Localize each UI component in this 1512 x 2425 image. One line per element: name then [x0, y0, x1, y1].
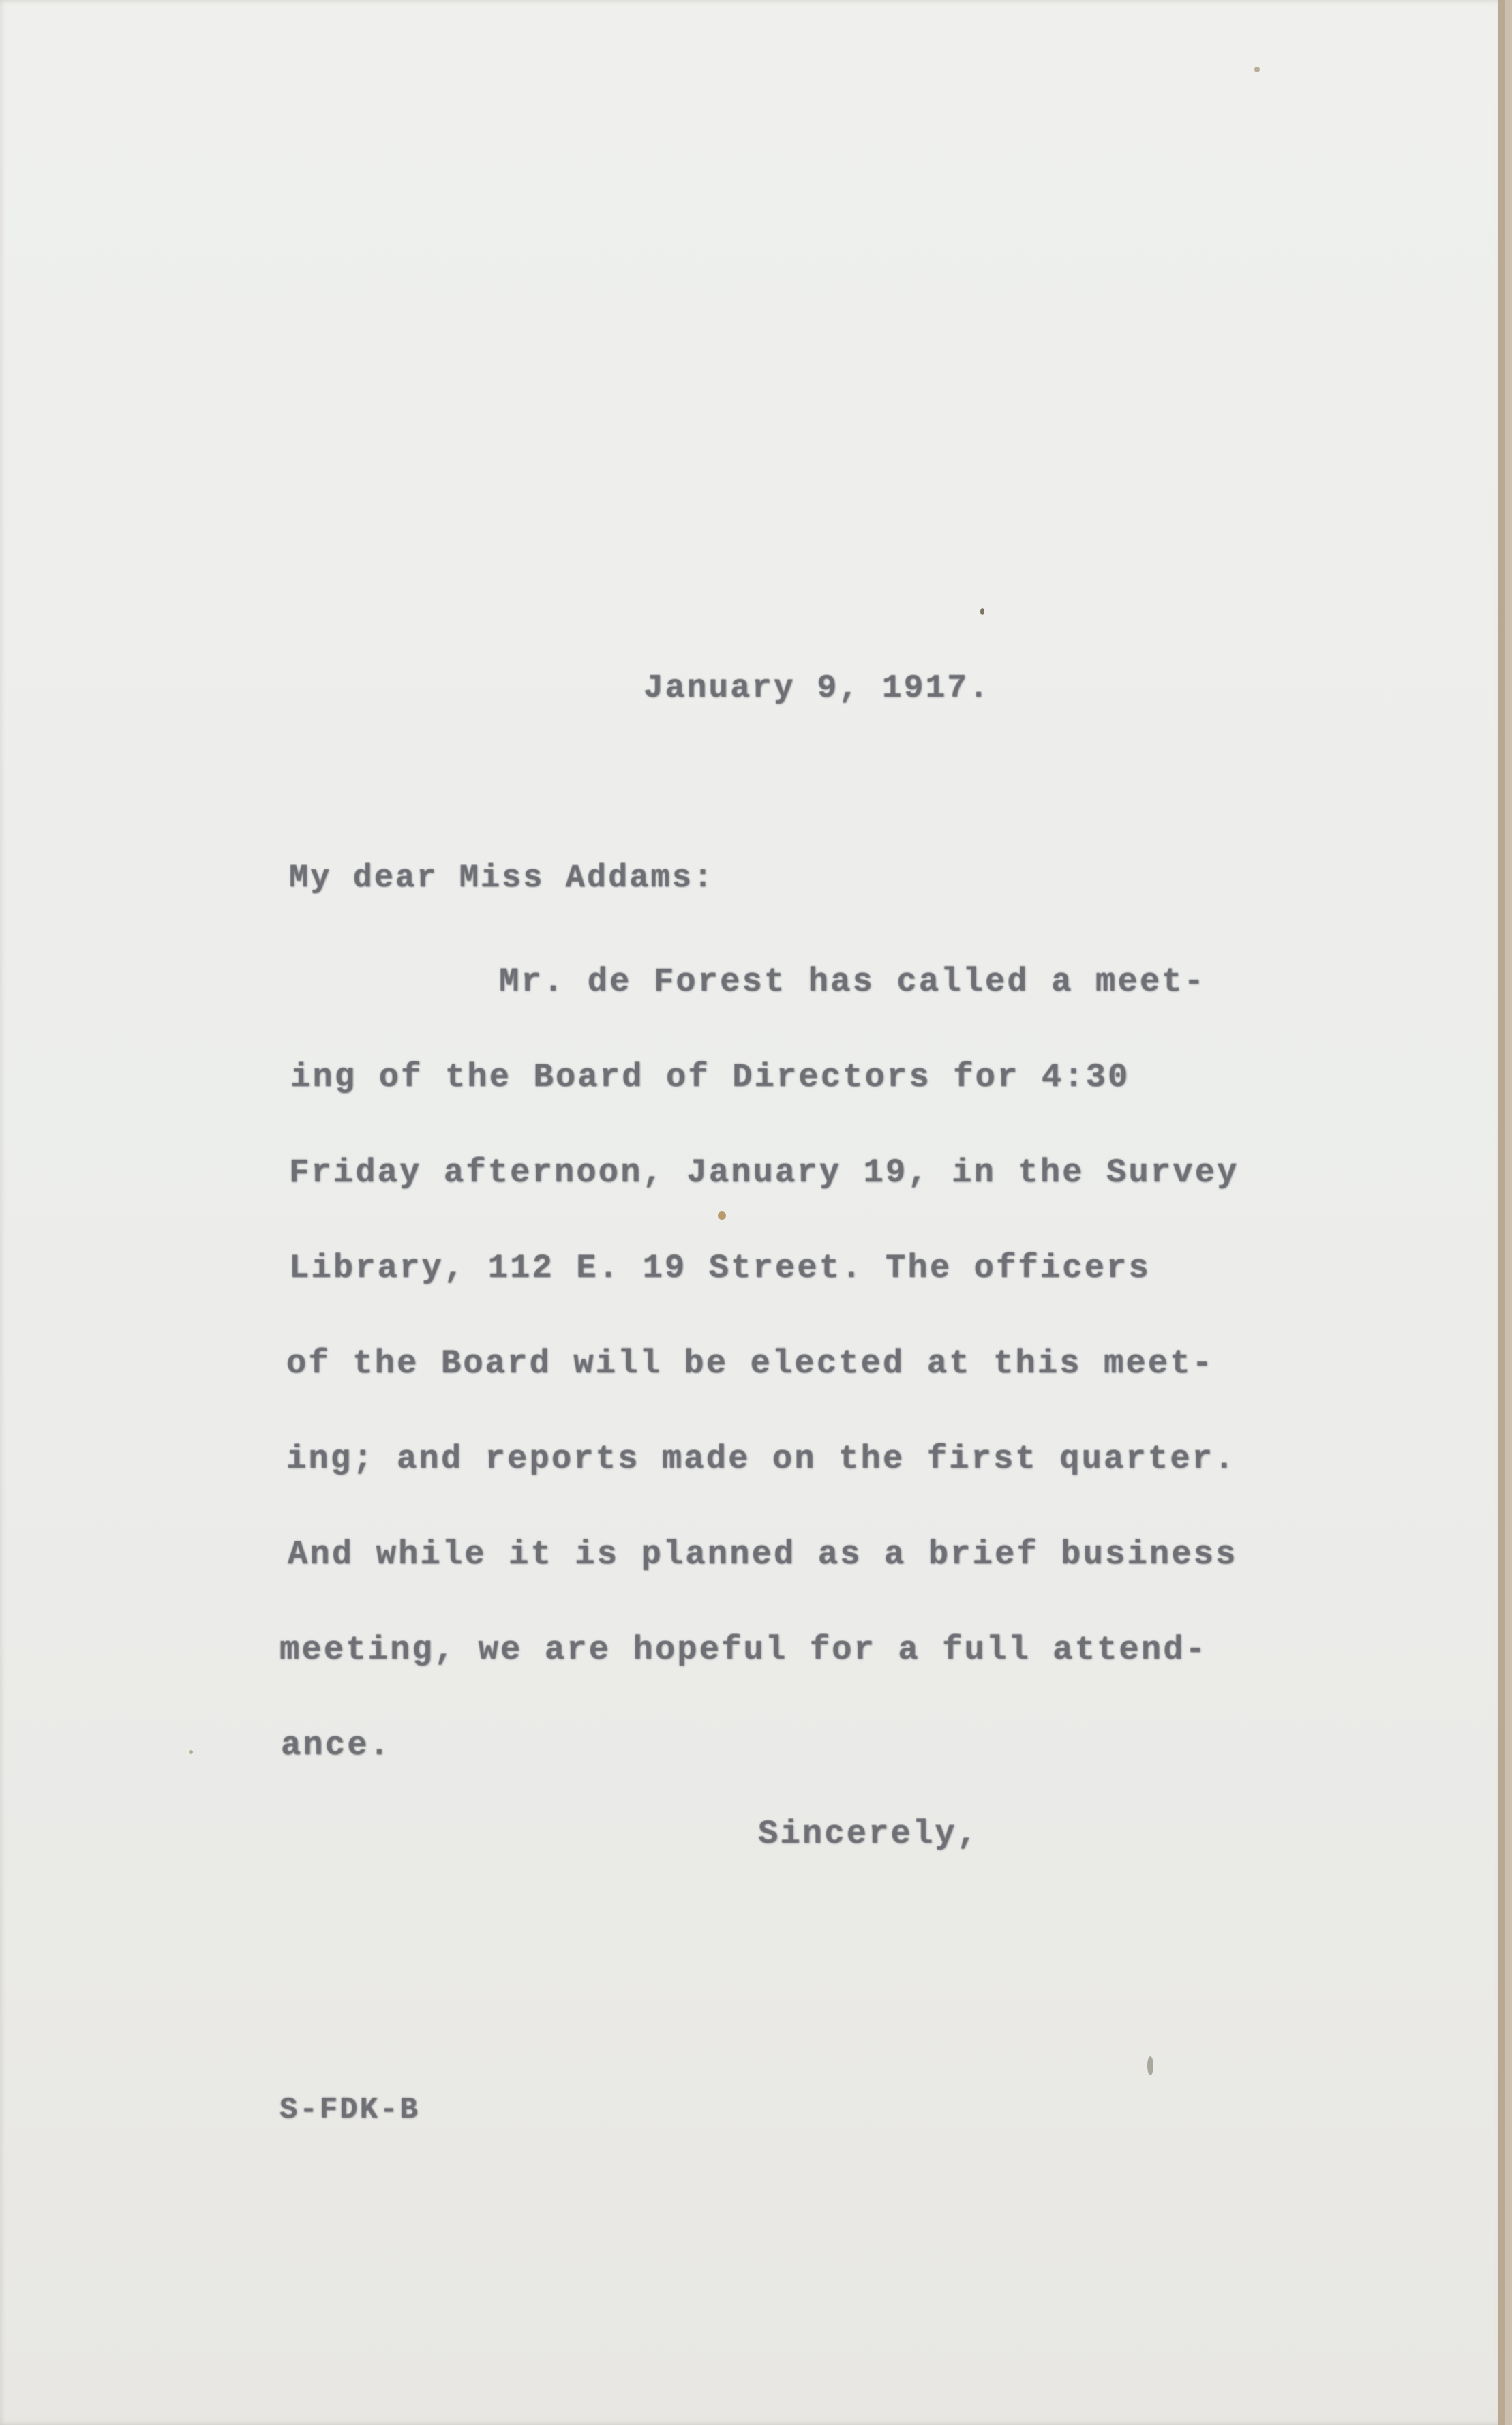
- body-line: ing of the Board of Directors for 4:30: [290, 1058, 1130, 1096]
- letter-reference: S-FDK-B: [279, 2093, 420, 2127]
- letter-salutation: My dear Miss Addams:: [289, 860, 715, 897]
- paper-speck: [980, 608, 984, 615]
- body-line: ing; and reports made on the first quarter.: [286, 1440, 1237, 1478]
- letter-closing: Sincerely,: [758, 1815, 980, 1853]
- paper-speck: [718, 1211, 726, 1220]
- body-line: Friday afternoon, January 19, in the Survey: [289, 1154, 1239, 1192]
- background-edge: [1498, 0, 1505, 2425]
- body-line: Library, 112 E. 19 Street. The officers: [289, 1249, 1151, 1287]
- body-line: meeting, we are hopeful for a full attend-: [279, 1631, 1208, 1669]
- body-line: of the Board will be elected at this meet-: [286, 1344, 1215, 1383]
- paper-speck: [1147, 2056, 1153, 2075]
- paper-speck: [1254, 67, 1260, 72]
- letter-date: January 9, 1917.: [644, 670, 991, 707]
- body-line: And while it is planned as a brief business: [288, 1535, 1238, 1573]
- body-line: ance.: [281, 1726, 392, 1764]
- body-line: Mr. de Forest has called a meet-: [499, 963, 1206, 1001]
- paper-speck: [189, 1750, 193, 1754]
